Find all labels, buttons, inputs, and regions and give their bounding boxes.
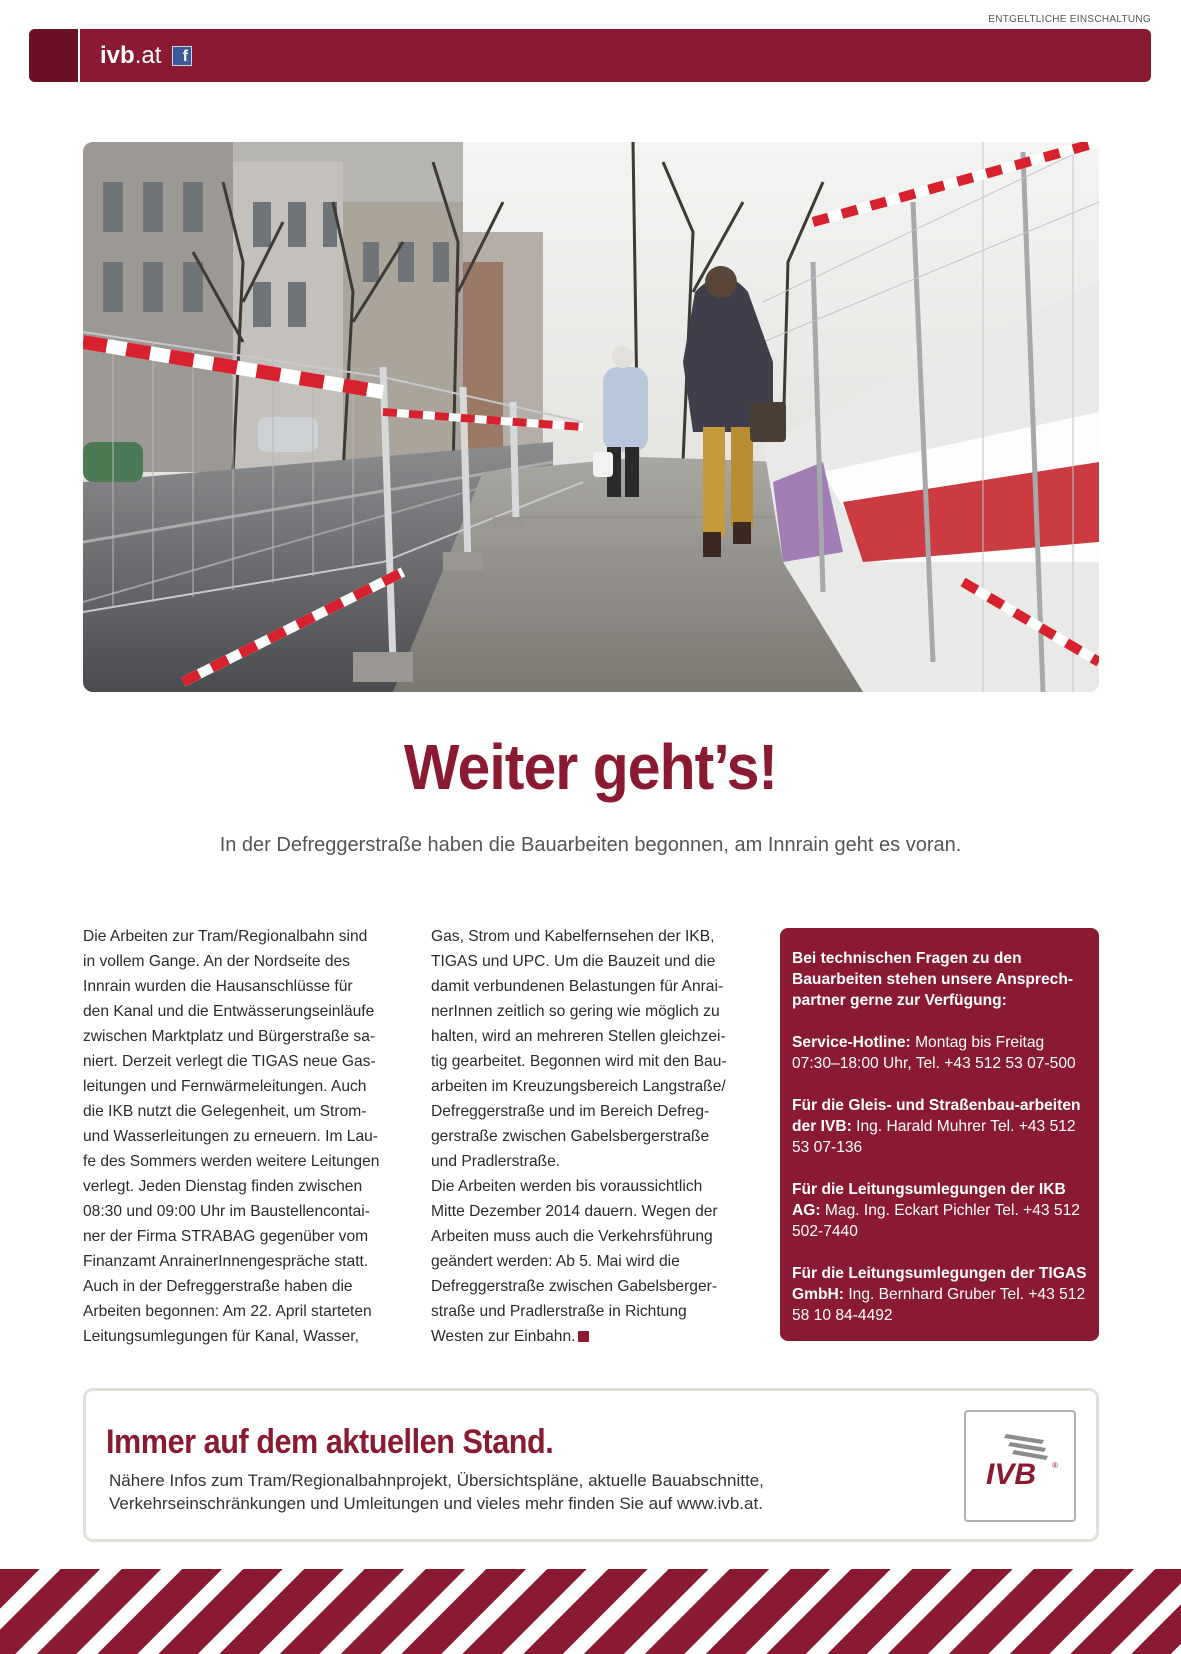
contact-label: Service-Hotline: xyxy=(792,1034,911,1051)
article-column-1 xyxy=(83,924,403,1349)
contact-detail: Ing. Bernhard Gruber Tel. +43 512 58 10 84-4492 xyxy=(792,1286,1086,1324)
footer-title: Immer auf dem aktuellen Stand. xyxy=(106,1423,554,1461)
contact-detail: Mag. Ing. Eckart Pichler Tel. +43 512 502-7440 xyxy=(792,1202,1080,1240)
site-url-bold: ivb xyxy=(100,42,135,69)
contact-label: Für die Leitungsumlegungen der TIGAS GmbH: xyxy=(792,1265,1087,1303)
contact-entry-hotline xyxy=(792,1032,1087,1074)
header-bar xyxy=(29,29,1151,82)
article-text-2-body: Gas, Strom und Kabelfernsehen der IKB, TIGAS und UPC. Um die Bauzeit und die damit verbundenen Belastungen für Anrai- nerInnen zeitlich so gering wie möglich zu halten, wird an mehreren Stellen gleichzei- tig gearbeitet. Begonnen wird mit den Bau- arbeiten im Kreuzungsbereich Langstraße/ Defreggerstraße und im Bereich Defreg- gerstraße zwischen Gabelsbergerstraße und Pradlerstraße. Die Arbeiten werden bis voraussichtlich Mitte Dezember 2014 dauern. Wegen der Arbeiten muss auch die Verkehrsführung geändert werden: Ab 5. Mai wird die Defreggerstraße zwischen Gabelsberger- straße und Pradlerstraße in Richtung Westen zur Einbahn. xyxy=(431,928,727,1345)
hero-photo xyxy=(83,142,1099,692)
paid-advertisement-note: ENTGELTLICHE EINSCHALTUNG xyxy=(988,14,1151,25)
contact-info-box xyxy=(780,928,1099,1341)
contact-entry-ikb xyxy=(792,1179,1087,1242)
ivb-logo[interactable] xyxy=(964,1410,1076,1522)
article-text-2 xyxy=(431,924,751,1349)
footer-text: Nähere Infos zum Tram/Regionalbahnprojekt, Übersichtspläne, aktuelle Bauabschnitte, Verkehrseinschränkungen und Umleitungen und vieles mehr finden Sie auf www.ivb.at. xyxy=(109,1471,764,1513)
header-accent-block xyxy=(29,29,80,82)
contact-entry-ivb xyxy=(792,1095,1087,1158)
ivb-logo-icon xyxy=(966,1412,1074,1520)
decorative-stripes xyxy=(0,1569,1181,1654)
footer-info-box xyxy=(83,1388,1099,1542)
article-text-1: Die Arbeiten zur Tram/Regionalbahn sind in vollem Gange. An der Nordseite des Innrain wurden die Hausanschlüsse für den Kanal und die Entwässerungseinläufe zwischen Marktplatz und Bürgerstraße sa- niert. Derzeit verlegt die TIGAS neue Gas- leitungen und Fernwärmeleitungen. Auch die IKB nutzt die Gelegenheit, um Strom- und Wasserleitungen zu erneuern. Im Lau- fe des Sommers werden weitere Leitungen verlegt. Jeden Dienstag finden zwischen 08:30 und 09:00 Uhr im Baustellencontai- ner der Firma STRABAG gegenüber vom Finanzamt AnrainerInnengespräche statt. Auch in der Defreggerstraße haben die Arbeiten begonnen: Am 22. April starteten Leitungsumlegungen für Kanal, Wasser, xyxy=(83,928,380,1345)
end-of-article-mark xyxy=(578,1331,589,1342)
site-url-label[interactable] xyxy=(100,42,161,70)
facebook-icon[interactable]: f xyxy=(172,46,192,66)
contact-entry-tigas xyxy=(792,1263,1087,1326)
ivb-logo-text: IVB xyxy=(986,1458,1037,1491)
headline: Weiter geht’s! xyxy=(403,731,778,803)
contact-intro: Bei technischen Fragen zu den Bauarbeiten stehen unsere Ansprech-partner gerne zur Verfügung: xyxy=(792,950,1074,1009)
site-url-tld: .at xyxy=(134,42,162,69)
contact-label: Für die Gleis- und Straßenbau-arbeiten der IVB: xyxy=(792,1097,1081,1135)
contact-label: Für die Leitungsumlegungen der IKB AG: xyxy=(792,1181,1066,1219)
contact-detail: Montag bis Freitag 07:30–18:00 Uhr, Tel. +43 512 53 07-500 xyxy=(792,1034,1076,1072)
article-column-2 xyxy=(431,924,751,1349)
contact-detail: Ing. Harald Muhrer Tel. +43 512 53 07-136 xyxy=(792,1118,1076,1156)
construction-site-photo xyxy=(83,142,1099,692)
ivb-logo-registered: ® xyxy=(1052,1461,1058,1470)
subheadline: In der Defreggerstraße haben die Bauarbeiten begonnen, am Innrain geht es voran. xyxy=(219,834,962,856)
